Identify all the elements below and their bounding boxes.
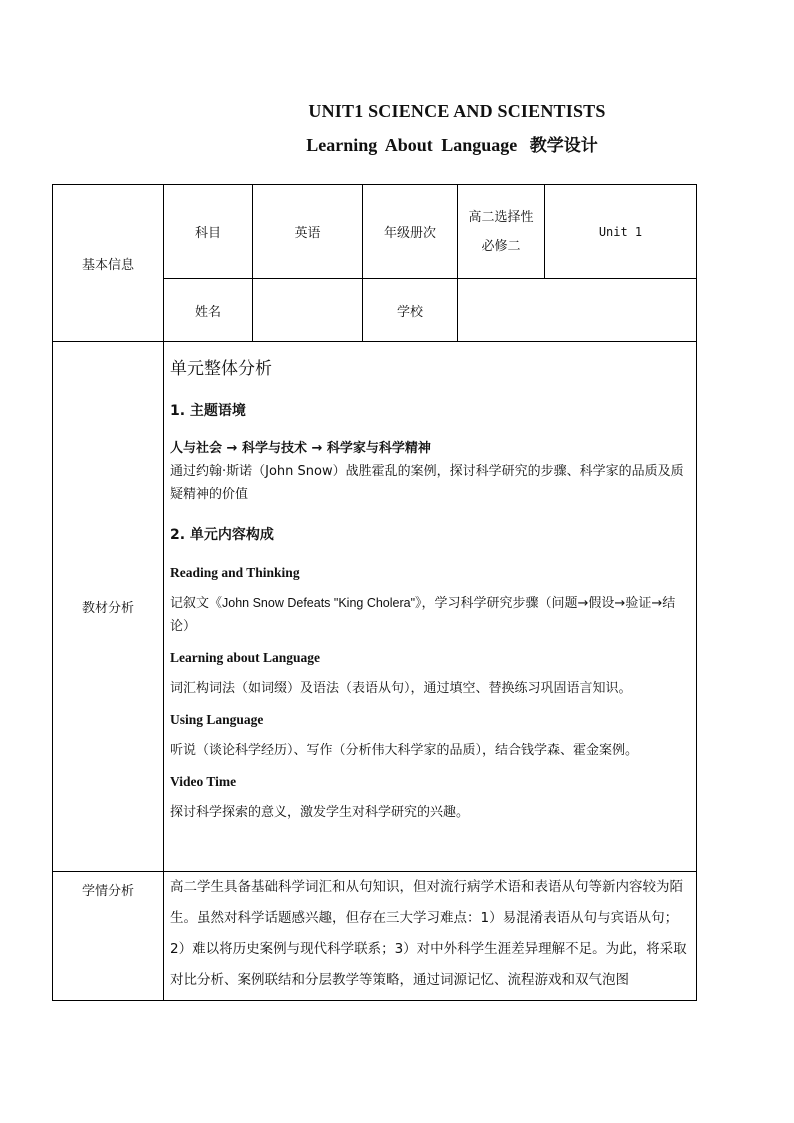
lesson-plan-table <box>52 184 697 1001</box>
reading-heading: Reading and Thinking <box>170 565 300 580</box>
name-label: 姓名 <box>164 279 253 342</box>
video-time-desc: 探讨科学探索的意义，激发学生对科学研究的兴趣。 <box>170 805 470 820</box>
using-language-heading: Using Language <box>170 712 264 727</box>
school-label: 学校 <box>363 279 458 342</box>
textbook-analysis-row <box>53 342 697 872</box>
subtitle-english: Learning About Language <box>306 135 518 155</box>
reading-description <box>170 592 690 638</box>
student-analysis-content <box>164 872 697 1001</box>
using-language-desc: 听说（谈论科学经历）、写作（分析伟大科学家的品质），结合钱学森、霍金案例。 <box>170 743 639 758</box>
reading-desc-title: John Snow Defeats "King Cholera" <box>222 596 416 610</box>
basic-info-label: 基本信息 <box>53 185 164 342</box>
document-subtitle <box>55 131 794 156</box>
learning-about-language-desc: 词汇构词法（如词缀）及语法（表语从句），通过填空、替换练习巩固语言知识。 <box>170 681 632 696</box>
textbook-analysis-label: 教材分析 <box>53 342 164 872</box>
unit-analysis-heading: 单元整体分析 <box>170 359 272 379</box>
section2-heading: 2. 单元内容构成 <box>170 527 274 543</box>
section1-heading: 1. 主题语境 <box>170 403 246 419</box>
grade-value <box>458 185 545 279</box>
reading-desc-pre: 记叙文《 <box>170 596 223 611</box>
grade-label: 年级册次 <box>363 185 458 279</box>
grade-value-line2: 必修二 <box>481 238 521 254</box>
subject-value: 英语 <box>253 185 363 279</box>
unit-value: Unit 1 <box>545 185 697 279</box>
grade-value-line1: 高二选择性 <box>468 209 534 225</box>
reading-desc-post: 》，学习科学研究步骤（问题→假设→验证→结论） <box>170 596 676 634</box>
document-title: UNIT1 SCIENCE AND SCIENTISTS <box>308 101 606 121</box>
learning-about-language-heading: Learning about Language <box>170 650 321 665</box>
textbook-analysis-content <box>164 342 697 872</box>
subject-label: 科目 <box>164 185 253 279</box>
video-time-heading: Video Time <box>170 774 237 789</box>
theme-path: 人与社会 → 科学与技术 → 科学家与科学精神 <box>170 441 431 456</box>
basic-info-row-1 <box>53 185 697 279</box>
name-value[interactable] <box>253 279 363 342</box>
student-analysis-text: 高二学生具备基础科学词汇和从句知识，但对流行病学术语和表语从句等新内容较为陌生。虽然对科学话题感兴趣，但存在三大学习难点：1）易混淆表语从句与宾语从句；2）难以将历史案例与现代科学联系；3）对中外科学生涯差异理解不足。为此，将采取对比分析、案例联结和分层教学等策略，通过词源记忆、流程游戏和双气泡图 <box>170 879 687 988</box>
student-analysis-row <box>53 872 697 1001</box>
theme-description: 通过约翰·斯诺（John Snow）战胜霍乱的案例，探讨科学研究的步骤、科学家的品质及质疑精神的价值 <box>170 464 684 502</box>
subtitle-chinese: 教学设计 <box>529 136 598 156</box>
student-analysis-label: 学情分析 <box>53 872 164 1001</box>
school-value[interactable] <box>458 279 697 342</box>
